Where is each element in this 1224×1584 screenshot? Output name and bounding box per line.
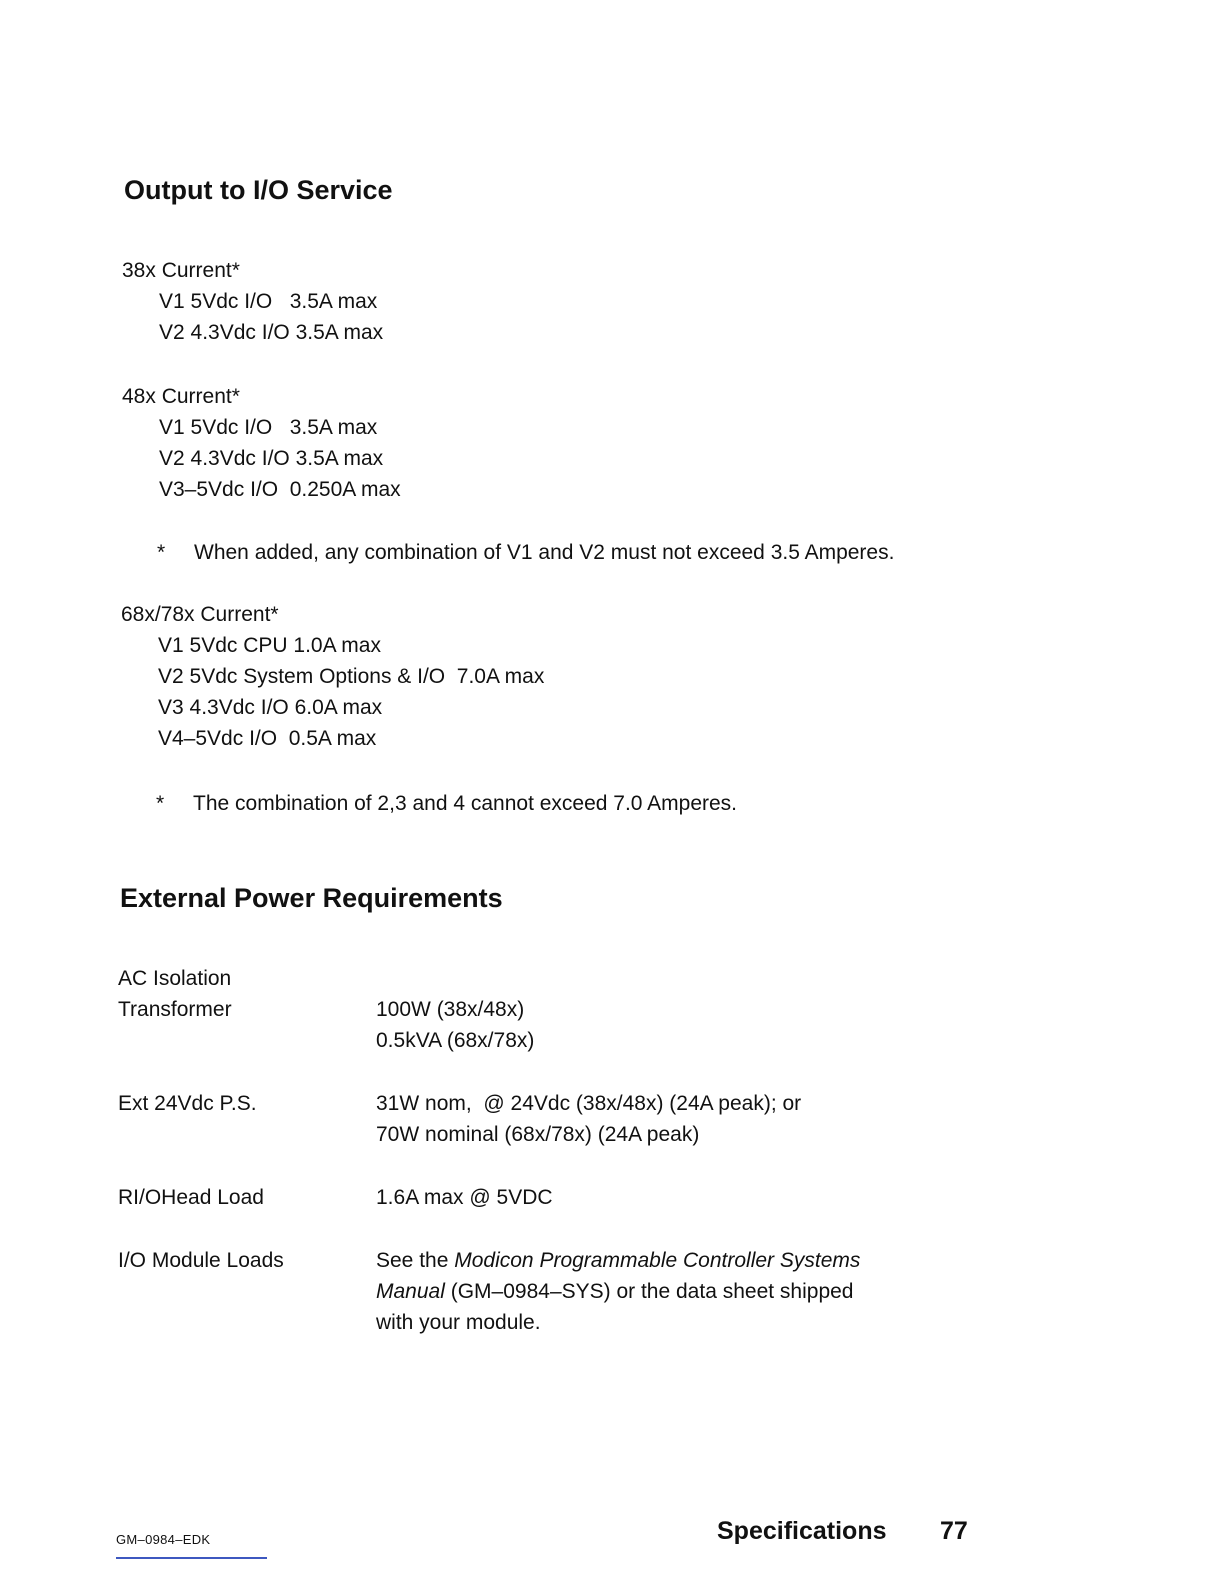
spec-line: V1 5Vdc I/O 3.5A max bbox=[159, 290, 378, 313]
spec-line: V4–5Vdc I/O 0.5A max bbox=[158, 727, 377, 750]
spec-line: V3–5Vdc I/O 0.250A max bbox=[159, 478, 401, 501]
group-68x-78x bbox=[121, 599, 544, 754]
group-label: 48x Current* bbox=[122, 385, 240, 408]
footnote-48x bbox=[157, 541, 1057, 571]
group-label: 68x/78x Current* bbox=[121, 603, 279, 626]
row-rio-head-load-label: RI/OHead Load bbox=[118, 1186, 264, 1209]
footnote-68x bbox=[156, 792, 1056, 822]
row-value: 31W nom, @ 24Vdc (38x/48x) (24A peak); or bbox=[376, 1092, 802, 1115]
spec-line: V2 5Vdc System Options & I/O 7.0A max bbox=[158, 665, 545, 688]
row-value-text: with your module. bbox=[376, 1311, 541, 1334]
row-ac-isolation-label bbox=[118, 963, 232, 1025]
group-label: 38x Current* bbox=[122, 259, 240, 282]
footnote-text: The combination of 2,3 and 4 cannot exceed 7.0 Amperes. bbox=[193, 792, 738, 815]
row-value-text: (GM–0984–SYS) or the data sheet shipped bbox=[444, 1280, 854, 1303]
footer-section-title: Specifications bbox=[717, 1517, 887, 1545]
spec-line: V1 5Vdc CPU 1.0A max bbox=[158, 634, 381, 657]
row-value-text: See the bbox=[376, 1249, 455, 1272]
footnote-asterisk: * bbox=[156, 792, 165, 815]
row-io-module-loads-label: I/O Module Loads bbox=[118, 1249, 284, 1272]
manual-title: Manual bbox=[376, 1280, 445, 1303]
footer-page-number: 77 bbox=[940, 1517, 968, 1545]
group-48x bbox=[122, 381, 401, 505]
row-rio-head-load-value: 1.6A max @ 5VDC bbox=[376, 1186, 553, 1209]
footnote-asterisk: * bbox=[157, 541, 166, 564]
row-label: AC Isolation bbox=[118, 967, 232, 990]
row-value: 70W nominal (68x/78x) (24A peak) bbox=[376, 1123, 700, 1146]
footer-doc-code: GM–0984–EDK bbox=[116, 1532, 211, 1547]
footer-rule bbox=[116, 1557, 267, 1559]
row-ac-isolation-value bbox=[376, 994, 534, 1056]
row-ext-24vdc-label: Ext 24Vdc P.S. bbox=[118, 1092, 257, 1115]
row-value: 100W (38x/48x) bbox=[376, 998, 525, 1021]
spec-line: V3 4.3Vdc I/O 6.0A max bbox=[158, 696, 383, 719]
row-ext-24vdc-value bbox=[376, 1088, 801, 1150]
spec-line: V1 5Vdc I/O 3.5A max bbox=[159, 416, 378, 439]
row-label: Transformer bbox=[118, 998, 232, 1021]
section-heading-output-io: Output to I/O Service bbox=[124, 175, 393, 205]
group-38x bbox=[122, 255, 383, 348]
spec-line: V2 4.3Vdc I/O 3.5A max bbox=[159, 447, 384, 470]
row-value: 0.5kVA (68x/78x) bbox=[376, 1029, 535, 1052]
spec-line: V2 4.3Vdc I/O 3.5A max bbox=[159, 321, 384, 344]
manual-title: Modicon Programmable Controller Systems bbox=[454, 1249, 861, 1272]
footnote-text: When added, any combination of V1 and V2 must not exceed 3.5 Amperes. bbox=[194, 541, 895, 564]
row-io-module-loads-value bbox=[376, 1245, 860, 1338]
section-heading-external-power: External Power Requirements bbox=[120, 883, 503, 913]
